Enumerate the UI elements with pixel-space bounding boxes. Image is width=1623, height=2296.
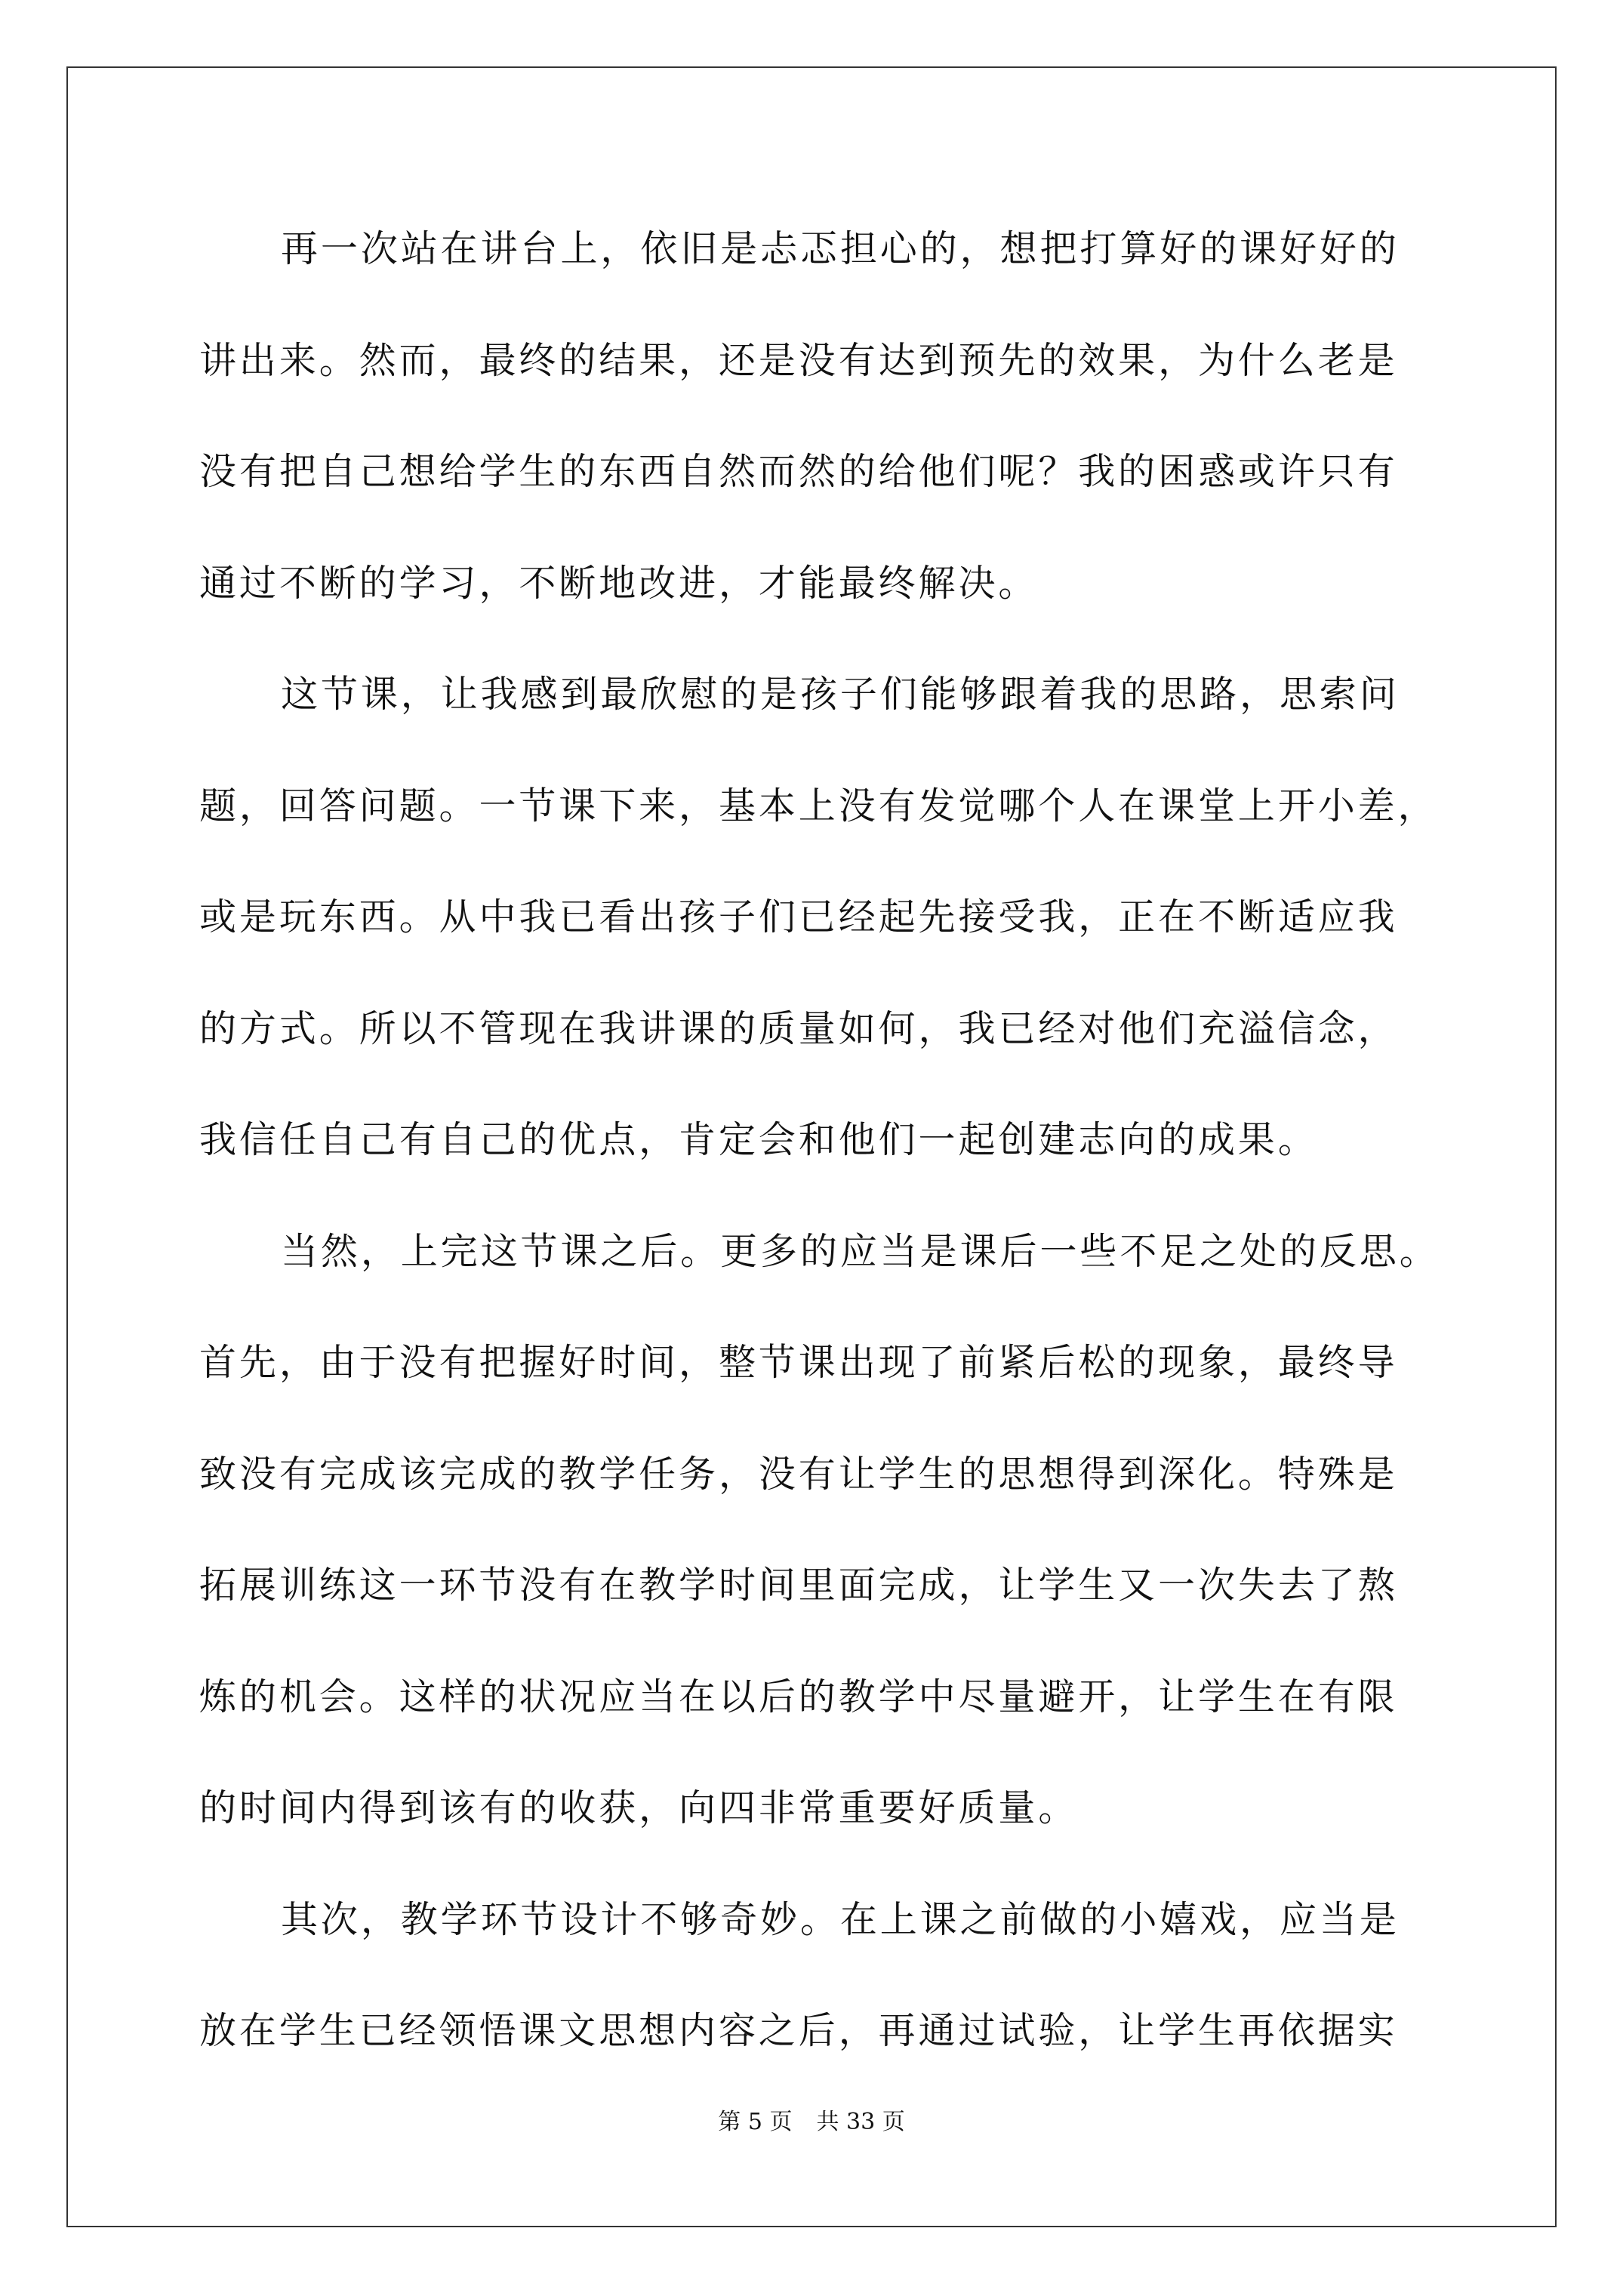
paragraph-2-line-3: 或是玩东西。从中我已看出孩子们已经起先接受我，正在不断适应我 — [199, 895, 1398, 938]
page-footer — [0, 2103, 1623, 2136]
paragraph-1-line-3: 没有把自己想给学生的东西自然而然的给他们呢？我的困惑或许只有 — [199, 450, 1398, 493]
paragraph-3-line-1: 当然，上完这节课之后。更多的应当是课后一些不足之处的反思。 — [281, 1229, 1440, 1273]
document-body — [199, 217, 1440, 2111]
paragraph-1-line-1: 再一次站在讲台上，依旧是忐忑担心的，想把打算好的课好好的 — [281, 227, 1400, 270]
paragraph-3-line-3: 致没有完成该完成的教学任务，没有让学生的思想得到深化。特殊是 — [199, 1452, 1398, 1496]
paragraph-1-line-2: 讲出来。然而，最终的结果，还是没有达到预先的效果，为什么老是 — [199, 338, 1398, 382]
paragraph-4-line-1: 其次，教学环节设计不够奇妙。在上课之前做的小嬉戏，应当是 — [281, 1897, 1400, 1941]
paragraph-2-line-4: 的方式。所以不管现在我讲课的质量如何，我已经对他们充溢信念， — [199, 1006, 1398, 1050]
paragraph-3-line-4: 拓展训练这一环节没有在教学时间里面完成，让学生又一次失去了熬 — [199, 1564, 1398, 1607]
paragraph-1-line-4: 通过不断的学习，不断地改进，才能最终解决。 — [199, 561, 1039, 605]
page-number: 第 5 页 — [718, 2109, 793, 2135]
paragraph-2-line-1: 这节课，让我感到最欣慰的是孩子们能够跟着我的思路，思索问 — [281, 673, 1400, 716]
paragraph-2-line-2: 题，回答问题。一节课下来，基本上没有发觉哪个人在课堂上开小差， — [199, 784, 1438, 827]
paragraph-2-line-5: 我信任自己有自己的优点，肯定会和他们一起创建志向的成果。 — [199, 1118, 1318, 1161]
total-pages: 共 33 页 — [816, 2109, 905, 2135]
paragraph-3-line-6: 的时间内得到该有的收获，向四非常重要好质量。 — [199, 1786, 1079, 1829]
paragraph-3-line-2: 首先，由于没有把握好时间，整节课出现了前紧后松的现象，最终导 — [199, 1341, 1398, 1384]
paragraph-4-line-2: 放在学生已经领悟课文思想内容之后，再通过试验，让学生再依据实 — [199, 2009, 1398, 2052]
paragraph-3-line-5: 炼的机会。这样的状况应当在以后的教学中尽量避开，让学生在有限 — [199, 1675, 1398, 1718]
